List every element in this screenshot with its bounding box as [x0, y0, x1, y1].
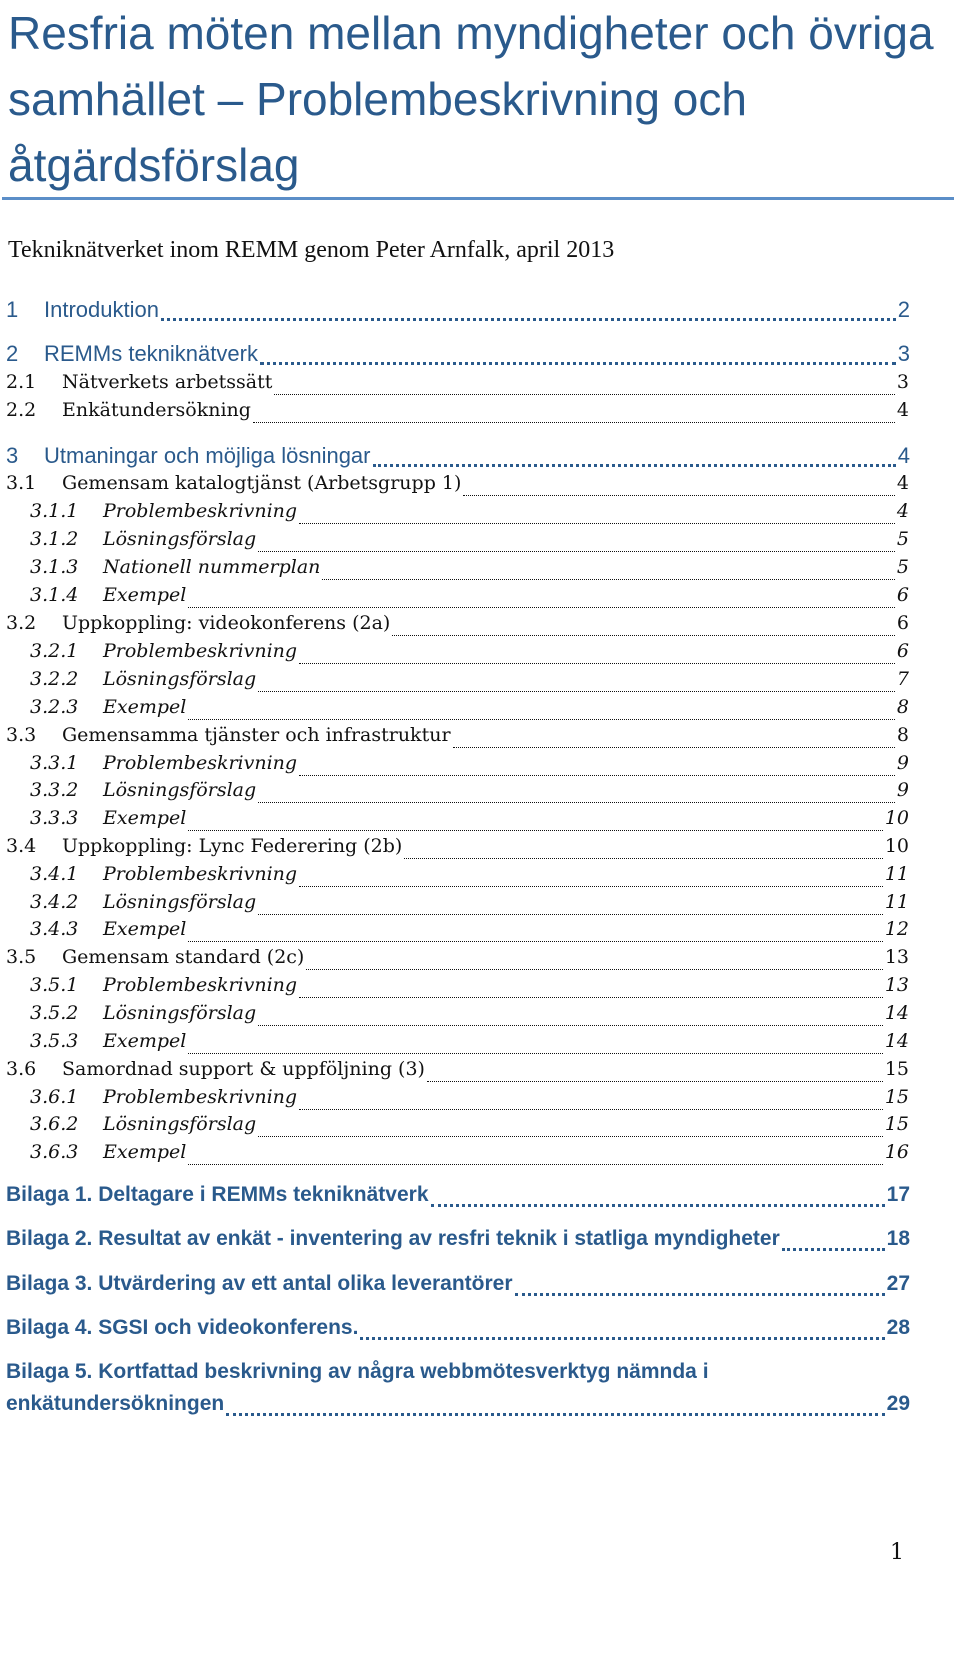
toc-entry-number: 1: [6, 297, 19, 322]
toc-entry-title: Exempel: [103, 696, 187, 718]
toc-entry-title: Lösningsförslag: [103, 668, 257, 690]
toc-dot-leader: [188, 941, 882, 942]
toc-entry-title: Exempel: [103, 1030, 187, 1052]
toc-entry-page: 4: [896, 500, 909, 522]
toc-entry-title: Uppkoppling: Lync Federering (2b): [62, 835, 403, 857]
toc-entry-page: 15: [884, 1113, 909, 1135]
toc-entry-page: 10: [884, 807, 909, 829]
toc-appendix-page: 28: [886, 1316, 910, 1339]
toc-entry-title: Exempel: [103, 807, 187, 829]
toc-entry-page: 9: [896, 779, 909, 801]
toc-dot-leader: [258, 1025, 883, 1026]
toc-entry-title: Problembeskrivning: [103, 500, 298, 522]
toc-dot-leader: [515, 1293, 885, 1296]
toc-entry-title: Gemensamma tjänster och infrastruktur: [62, 724, 451, 746]
toc-entry-page: 15: [884, 1086, 909, 1108]
toc-entry-page: 14: [884, 1002, 909, 1024]
title-divider: [2, 197, 954, 200]
toc-dot-leader: [782, 1248, 885, 1251]
toc-entry[interactable]: [0, 399, 960, 429]
toc-dot-leader: [188, 719, 895, 720]
toc-entry-page: 6: [896, 612, 909, 634]
toc-entry[interactable]: [0, 724, 960, 754]
toc-appendix-title: Bilaga 5. Kortfattad beskrivning av några webbmötesverktyg nämnda i: [6, 1360, 709, 1383]
toc-entry-title: Lösningsförslag: [103, 1002, 257, 1024]
toc-appendix-page: 27: [886, 1272, 910, 1295]
toc-entry-title: Exempel: [103, 918, 187, 940]
toc-entry-number: 3: [6, 443, 19, 468]
toc-dot-leader: [322, 579, 894, 580]
toc-entry[interactable]: [0, 1086, 960, 1116]
toc-dot-leader: [299, 775, 895, 776]
toc-appendix-entry[interactable]: [0, 1272, 960, 1302]
toc-entry-page: 16: [884, 1141, 909, 1163]
toc-entry-page: 10: [884, 835, 909, 857]
toc-entry-page: 11: [884, 863, 909, 885]
toc-appendix-title: Bilaga 2. Resultat av enkät - inventering av resfri teknik i statliga myndigheter: [6, 1227, 780, 1250]
toc-entry-title: Problembeskrivning: [103, 640, 298, 662]
toc-entry-number: 3.2: [6, 612, 37, 634]
toc-appendix-title: Bilaga 3. Utvärdering av ett antal olika leverantörer: [6, 1272, 513, 1295]
toc-entry-title: Lösningsförslag: [103, 1113, 257, 1135]
toc-entry[interactable]: [0, 500, 960, 530]
toc-appendix-title: Bilaga 4. SGSI och videokonferens.: [6, 1316, 359, 1339]
toc-entry[interactable]: [0, 556, 960, 586]
toc-appendix-continuation: [0, 1392, 960, 1422]
toc-dot-leader: [258, 802, 895, 803]
toc-entry-page: 8: [896, 696, 909, 718]
toc-entry[interactable]: [0, 1030, 960, 1060]
toc-dot-leader: [161, 318, 896, 321]
toc-entry[interactable]: [0, 918, 960, 948]
toc-entry-page: 3: [896, 371, 909, 393]
toc-entry-number: 2.1: [6, 371, 37, 393]
toc-entry-number: 3.6.3: [30, 1141, 79, 1163]
toc-entry-title: Enkätundersökning: [62, 399, 251, 421]
toc-entry-page: 11: [884, 891, 909, 913]
toc-dot-leader: [427, 1081, 883, 1082]
toc-appendix-entry[interactable]: [0, 1227, 960, 1257]
toc-entry[interactable]: [0, 946, 960, 976]
toc-entry[interactable]: [0, 1002, 960, 1032]
toc-dot-leader: [299, 1109, 883, 1110]
toc-entry-number: 3.1: [6, 472, 37, 494]
toc-entry-title: Utmaningar och möjliga lösningar: [44, 443, 371, 468]
toc-entry[interactable]: [0, 528, 960, 558]
toc-entry-number: 3.5.3: [30, 1030, 79, 1052]
toc-entry-title: Problembeskrivning: [103, 863, 298, 885]
toc-entry-title: Lösningsförslag: [103, 779, 257, 801]
document-title: Resfria möten mellan myndigheter och övriga samhället – Problembeskrivning och åtgärdsförslag: [8, 7, 934, 191]
toc-entry[interactable]: [0, 371, 960, 401]
toc-entry[interactable]: [0, 1058, 960, 1088]
toc-entry-number: 3.2.1: [30, 640, 79, 662]
toc-entry[interactable]: [0, 1113, 960, 1143]
toc-dot-leader: [188, 1164, 882, 1165]
toc-entry-title: Lösningsförslag: [103, 891, 257, 913]
toc-entry[interactable]: [0, 863, 960, 893]
toc-entry-title: REMMs tekniknätverk: [44, 341, 258, 366]
toc-entry[interactable]: [0, 696, 960, 726]
toc-entry[interactable]: [0, 807, 960, 837]
toc-entry-title: Introduktion: [44, 297, 159, 322]
toc-entry-title: Nationell nummerplan: [103, 556, 321, 578]
toc-entry-page: 15: [884, 1058, 909, 1080]
toc-dot-leader: [274, 394, 895, 395]
toc-entry[interactable]: [0, 341, 960, 371]
toc-entry-number: 3.1.1: [30, 500, 79, 522]
toc-appendix-title: Bilaga 1. Deltagare i REMMs tekniknätverk: [6, 1183, 429, 1206]
toc-entry-page: 6: [896, 640, 909, 662]
toc-appendix-title-continued: enkätundersökningen: [6, 1392, 225, 1415]
toc-entry[interactable]: [0, 297, 960, 327]
toc-dot-leader: [188, 830, 882, 831]
toc-dot-leader: [258, 914, 883, 915]
toc-dot-leader: [260, 362, 896, 365]
toc-entry[interactable]: [0, 472, 960, 502]
toc-dot-leader: [299, 886, 883, 887]
toc-dot-leader: [306, 969, 882, 970]
toc-entry-number: 3.6.1: [30, 1086, 79, 1108]
toc-entry-number: 3.1.3: [30, 556, 79, 578]
toc-appendix-page: 18: [886, 1227, 910, 1250]
toc-dot-leader: [226, 1413, 884, 1416]
toc-entry-number: 3.3.3: [30, 807, 79, 829]
toc-dot-leader: [258, 551, 895, 552]
document-subtitle: Tekniknätverket inom REMM genom Peter Arnfalk, april 2013: [8, 237, 615, 263]
toc-entry-number: 3.1.2: [30, 528, 79, 550]
toc-entry-page: 14: [884, 1030, 909, 1052]
toc-entry-title: Samordnad support & uppföljning (3): [62, 1058, 425, 1080]
toc-entry-page: 4: [896, 472, 909, 494]
toc-dot-leader: [258, 691, 895, 692]
toc-entry-page: 13: [884, 974, 909, 996]
toc-appendix-entry[interactable]: [0, 1316, 960, 1346]
toc-dot-leader: [253, 422, 895, 423]
toc-entry-title: Problembeskrivning: [103, 974, 298, 996]
toc-entry-title: Exempel: [103, 1141, 187, 1163]
toc-entry-page: 2: [897, 297, 910, 322]
toc-entry-number: 3.4.3: [30, 918, 79, 940]
toc-dot-leader: [258, 1136, 883, 1137]
toc-entry-number: 3.4.1: [30, 863, 79, 885]
toc-entry[interactable]: [0, 835, 960, 865]
toc-appendix-page: 17: [886, 1183, 910, 1206]
toc-dot-leader: [360, 1337, 884, 1340]
toc-entry[interactable]: [0, 974, 960, 1004]
toc-entry-number: 3.3.1: [30, 752, 79, 774]
toc-entry-number: 2.2: [6, 399, 37, 421]
toc-entry-page: 12: [884, 918, 909, 940]
toc-entry-number: 3.3.2: [30, 779, 79, 801]
toc-dot-leader: [463, 495, 894, 496]
toc-entry-page: 8: [896, 724, 909, 746]
toc-dot-leader: [188, 1053, 882, 1054]
toc-entry-page: 13: [884, 946, 909, 968]
toc-entry-title: Lösningsförslag: [103, 528, 257, 550]
toc-entry-number: 3.4: [6, 835, 37, 857]
toc-entry-title: Gemensam standard (2c): [62, 946, 305, 968]
toc-entry-title: Exempel: [103, 584, 187, 606]
toc-entry-title: Uppkoppling: videokonferens (2a): [62, 612, 391, 634]
toc-entry-number: 3.5.2: [30, 1002, 79, 1024]
page-number: 1: [890, 1540, 904, 1565]
toc-entry-title: Gemensam katalogtjänst (Arbetsgrupp 1): [62, 472, 462, 494]
toc-entry[interactable]: [0, 668, 960, 698]
toc-entry-page: 3: [897, 341, 910, 366]
toc-entry[interactable]: [0, 612, 960, 642]
toc-entry-number: 3.6.2: [30, 1113, 79, 1135]
toc-dot-leader: [299, 523, 895, 524]
toc-dot-leader: [299, 663, 895, 664]
toc-entry-number: 3.1.4: [30, 584, 79, 606]
toc-dot-leader: [188, 607, 895, 608]
toc-entry-number: 3.5: [6, 946, 37, 968]
toc-entry-page: 5: [896, 528, 909, 550]
toc-entry[interactable]: [0, 891, 960, 921]
toc-entry-number: 2: [6, 341, 19, 366]
toc-entry-page: 4: [897, 443, 910, 468]
toc-dot-leader: [453, 747, 895, 748]
toc-entry[interactable]: [0, 752, 960, 782]
toc-entry-number: 3.2.3: [30, 696, 79, 718]
toc-entry-page: 7: [896, 668, 909, 690]
toc-entry-page: 4: [896, 399, 909, 421]
toc-dot-leader: [392, 635, 895, 636]
toc-entry-page: 6: [896, 584, 909, 606]
toc-entry[interactable]: [0, 443, 960, 473]
toc-entry-page: 9: [896, 752, 909, 774]
toc-entry-title: Nätverkets arbetssätt: [62, 371, 273, 393]
toc-entry-number: 3.6: [6, 1058, 37, 1080]
toc-entry-number: 3.4.2: [30, 891, 79, 913]
toc-appendix-entry[interactable]: [0, 1183, 960, 1213]
toc-entry[interactable]: [0, 779, 960, 809]
toc-entry-title: Problembeskrivning: [103, 752, 298, 774]
toc-entry[interactable]: [0, 640, 960, 670]
toc-dot-leader: [299, 997, 883, 998]
toc-entry-page: 5: [896, 556, 909, 578]
toc-dot-leader: [373, 464, 896, 467]
toc-appendix-page: 29: [886, 1392, 910, 1415]
toc-dot-leader: [404, 858, 882, 859]
toc-dot-leader: [431, 1204, 885, 1207]
toc-entry-number: 3.2.2: [30, 668, 79, 690]
toc-entry[interactable]: [0, 584, 960, 614]
toc-entry-title: Problembeskrivning: [103, 1086, 298, 1108]
toc-entry-number: 3.5.1: [30, 974, 79, 996]
toc-entry-number: 3.3: [6, 724, 37, 746]
toc-entry[interactable]: [0, 1141, 960, 1171]
